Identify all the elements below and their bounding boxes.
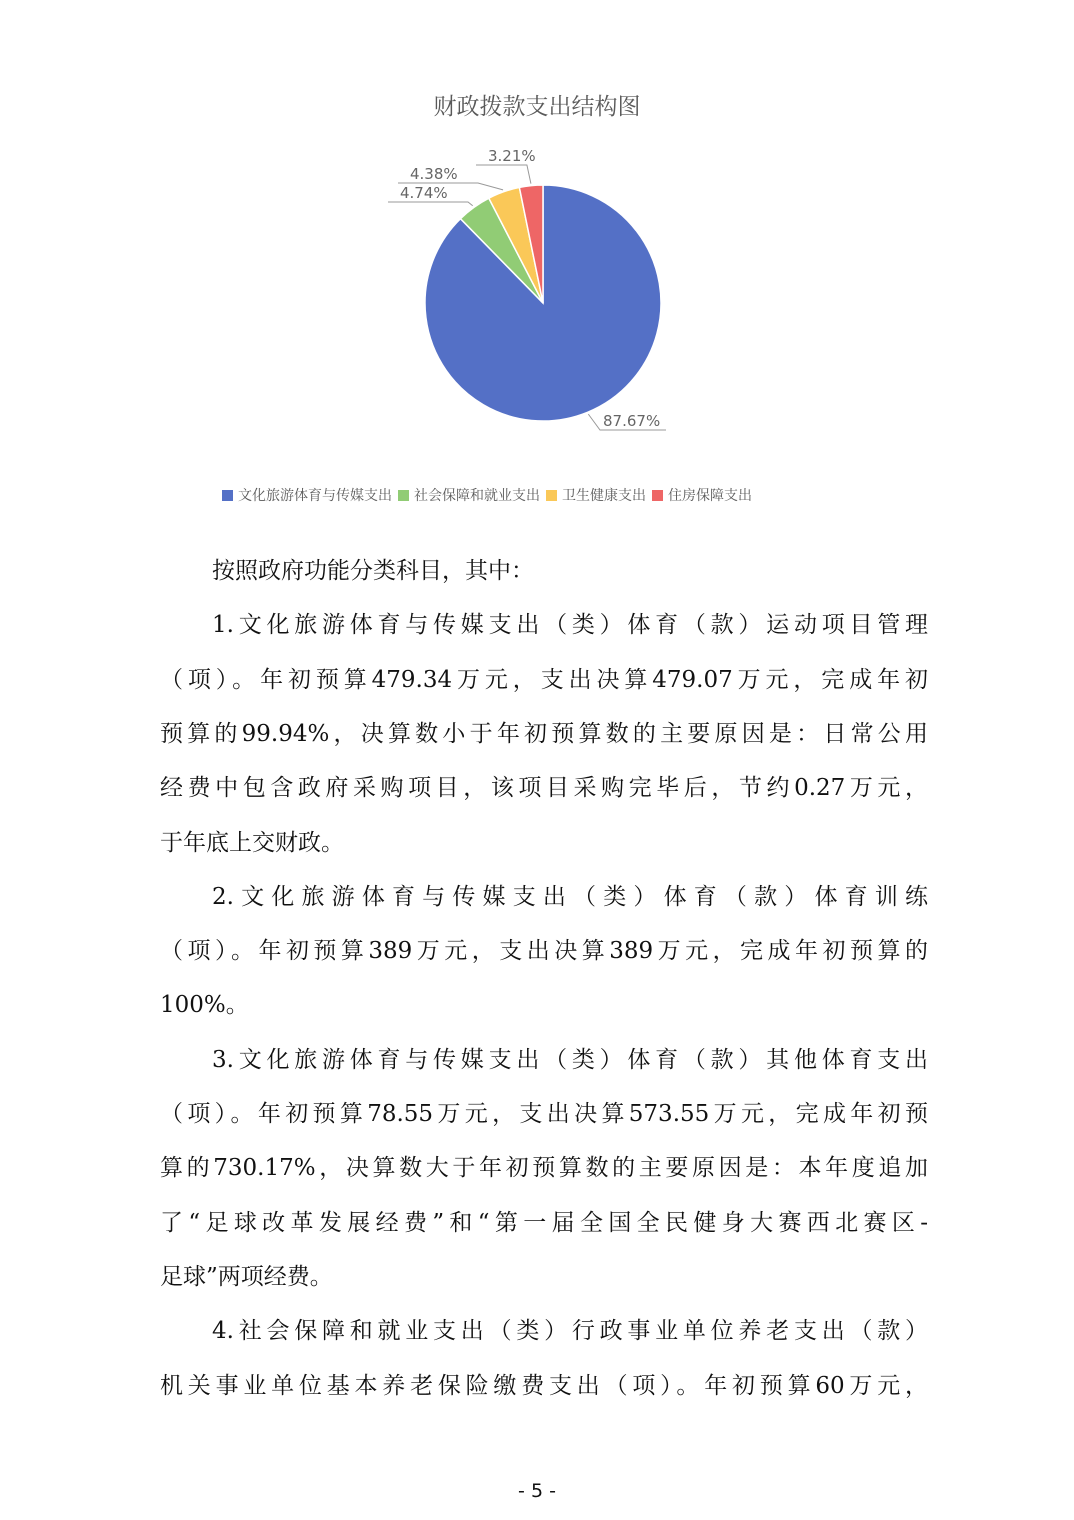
legend-label: 卫生健康支出 [562, 488, 646, 504]
chart-title: 财政拨款支出结构图 [433, 94, 641, 120]
text-line: 足球”两项经费。 [160, 1263, 333, 1290]
text-line: 了“足球改革发展经费”和“第一届全国全民健身大赛西北赛区- [160, 1209, 928, 1236]
legend-swatch [222, 490, 233, 501]
pie-chart [0, 0, 1074, 470]
legend-item [398, 485, 540, 505]
legend-swatch [546, 490, 557, 501]
data-label: 87.67% [603, 412, 661, 430]
text-line: 3.文化旅游体育与传媒支出（类）体育（款）其他体育支出 [212, 1046, 928, 1073]
legend-item [222, 485, 392, 505]
legend-swatch [652, 490, 663, 501]
page-number: - 5 - [518, 1480, 556, 1502]
data-label: 4.74% [400, 184, 448, 202]
text-line: 经费中包含政府采购项目，该项目采购完毕后，节约0.27万元， [160, 775, 928, 802]
text-line: 算的730.17%，决算数大于年初预算数的主要原因是：本年度追加 [160, 1155, 928, 1182]
data-label: 4.38% [410, 165, 458, 183]
legend-swatch [398, 490, 409, 501]
legend-label: 文化旅游体育与传媒支出 [238, 488, 392, 504]
legend-label: 住房保障支出 [668, 488, 752, 504]
text-line: （项）。年初预算479.34万元，支出决算479.07万元，完成年初 [160, 666, 928, 693]
label-leader-line [476, 165, 531, 184]
text-line: 按照政府功能分类科目，其中： [212, 558, 534, 584]
data-label: 3.21% [488, 147, 536, 165]
legend-label: 社会保障和就业支出 [414, 488, 540, 504]
text-line: 2.文化旅游体育与传媒支出（类）体育（款）体育训练 [212, 883, 928, 910]
text-line: 预算的99.94%，决算数小于年初预算数的主要原因是：日常公用 [160, 720, 928, 747]
text-line: 100%。 [160, 992, 249, 1019]
legend-item [652, 485, 752, 505]
legend-item [546, 485, 646, 505]
label-leader-line [388, 202, 473, 206]
text-line: 于年底上交财政。 [160, 829, 344, 856]
text-line: （项）。年初预算78.55万元，支出决算573.55万元，完成年初预 [160, 1101, 928, 1127]
text-line: 4.社会保障和就业支出（类）行政事业单位养老支出（款） [212, 1318, 928, 1345]
text-line: 机关事业单位基本养老保险缴费支出（项）。年初预算60万元， [160, 1372, 928, 1399]
text-line: 1.文化旅游体育与传媒支出（类）体育（款）运动项目管理 [212, 612, 928, 639]
chart-legend [222, 485, 758, 505]
text-line: （项）。年初预算389万元，支出决算389万元，完成年初预算的 [160, 938, 928, 965]
